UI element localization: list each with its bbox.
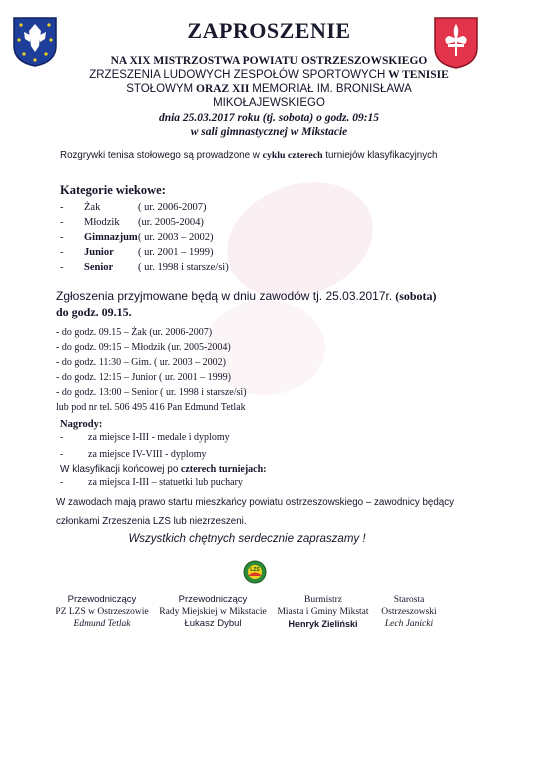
heading-line-2b: W TENISIE xyxy=(388,69,449,81)
categories-heading: Kategorie wiekowe: xyxy=(60,183,166,197)
signature-role: Miasta i Gminy Mikstat xyxy=(277,607,369,617)
eligibility-line-1: W zawodach mają prawo startu mieszkańcy powiatu ostrzeszowskiego – zawodnicy będący xyxy=(56,497,455,508)
award-item: - za miejsce I-III - medale i dyplomy xyxy=(60,432,230,443)
heading-line-3c: MEMORIAŁ IM. BRONISŁAWA xyxy=(252,83,412,95)
registration-item: - do godz. 09:15 – Młodzik (ur. 2005-2004) xyxy=(56,342,231,353)
category-row: - Junior ( ur. 2001 – 1999) xyxy=(60,247,214,258)
heading-line-4: MIKOŁAJEWSKIEGO xyxy=(213,97,325,109)
classification-heading: W klasyfikacji końcowej po czterech turniejach: xyxy=(60,464,267,475)
closing-text: Wszystkich chętnych serdecznie zapraszamy ! xyxy=(128,533,366,545)
signature-block xyxy=(270,594,376,630)
registration-line-1: Zgłoszenia przyjmowane będą w dniu zawodów tj. 25.03.2017r. (sobota) xyxy=(56,289,437,303)
signature-role: Przewodniczący xyxy=(67,594,137,605)
awards-heading: Nagrody: xyxy=(60,419,103,430)
event-date: dnia 25.03.2017 roku (tj. sobota) o godz. 09:15 xyxy=(158,112,380,124)
registration-item: - do godz. 11:30 – Gim. ( ur. 2003 – 2002) xyxy=(56,357,226,368)
lzs-logo-icon xyxy=(243,560,267,584)
signature-role: Ostrzeszowski xyxy=(381,607,437,617)
page-title: ZAPROSZENIE xyxy=(187,18,351,43)
registration-item: - do godz. 12:15 – Junior ( ur. 2001 – 1999) xyxy=(56,372,231,383)
category-row: - Gimnazjum( ur. 2003 – 2002) xyxy=(60,232,214,243)
signature-name: Edmund Tetlak xyxy=(73,619,131,629)
signature-name: Lech Janicki xyxy=(384,619,434,629)
signature-role: Burmistrz xyxy=(304,595,342,605)
registration-line-2: do godz. 09.15. xyxy=(56,305,132,319)
heading-line-3a: STOŁOWYM xyxy=(126,83,194,95)
intro-text: Rozgrywki tenisa stołowego są prowadzone w cyklu czterech turniejów klasyfikacyjnych xyxy=(60,150,438,161)
heading-line-1: NA XIX MISTRZOSTWA POWIATU OSTRZESZOWSKIEGO xyxy=(110,55,428,67)
heading-line-3 xyxy=(0,82,538,97)
registration-item: - do godz. 13:00 – Senior ( ur. 1998 i starsze/si) xyxy=(56,387,247,398)
signature-name: Henryk Zieliński xyxy=(288,619,358,629)
category-row: - Senior ( ur. 1998 i starsze/si) xyxy=(60,262,229,273)
registration-phone: lub pod nr tel. 506 495 416 Pan Edmund Tetlak xyxy=(56,402,246,413)
category-row: - Młodzik (ur. 2005-2004) xyxy=(60,217,204,228)
event-venue: w sali gimnastycznej w Mikstacie xyxy=(190,126,348,138)
category-row: - Żak ( ur. 2006-2007) xyxy=(60,202,207,213)
signature-block xyxy=(46,594,158,630)
heading-line-3b: ORAZ XII xyxy=(196,83,250,95)
registration-item: - do godz. 09.15 – Żak (ur. 2006-2007) xyxy=(56,327,213,338)
signature-role: PZ LZS w Ostrzeszowie xyxy=(55,607,149,617)
lzs-logo-text: LZS xyxy=(250,567,260,573)
heading-line-2a: ZRZESZENIA LUDOWYCH ZESPOŁÓW SPORTOWYCH xyxy=(89,69,386,81)
signature-role: Przewodniczący xyxy=(178,594,248,605)
signature-name: Łukasz Dybul xyxy=(184,618,242,629)
signature-block xyxy=(374,594,444,630)
signature-block xyxy=(158,594,268,630)
award-item: - za miejsce IV-VIII - dyplomy xyxy=(60,449,207,460)
classification-item: - za miejsca I-III – statuetki lub puchary xyxy=(60,477,243,488)
heading-line-2 xyxy=(0,68,538,83)
signature-role: Starosta xyxy=(393,595,425,605)
signature-role: Rady Miejskiej w Mikstacie xyxy=(159,607,267,617)
eligibility-line-2: członkami Zrzeszenia LZS lub niezrzeszeni. xyxy=(56,516,247,527)
